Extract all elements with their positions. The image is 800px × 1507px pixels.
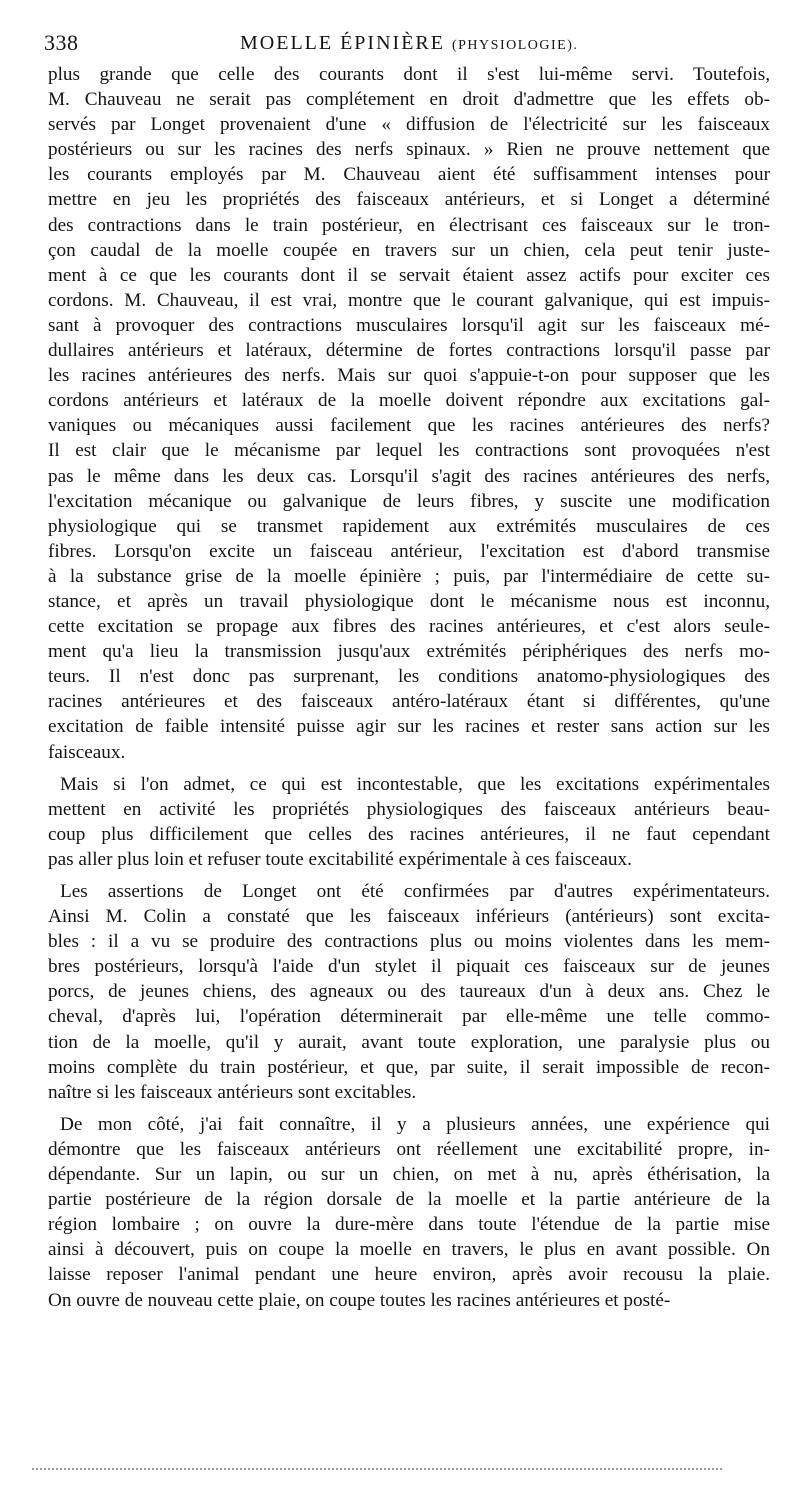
text-line: excitation de faible intensité puisse agir sur les racines et rester sans action sur les [48,716,770,738]
running-title [240,32,578,55]
paragraph [48,62,770,765]
page-number: 338 [44,30,79,55]
text-line: çon caudal de la moelle coupée en travers sur un chien, cela peut tenir juste- [48,239,770,261]
text-line: Les assertions de Longet ont été confirmées par d'autres expérimentateurs. [60,881,770,902]
text-line: vaniques ou mécaniques aussi facilement que les racines antérieures des nerfs? [48,415,770,437]
text-line: mettre en jeu les propriétés des faisceaux antérieurs, et si Longet a déterminé [48,189,770,211]
text-line: De mon côté, j'ai fait connaître, il y a plusieurs années, une expérience qui [60,1113,770,1135]
text-line: physiologique qui se transmet rapidement aux extrémités musculaires de ces [48,515,770,537]
text-line: les courants employés par M. Chauveau aient été suffisamment intenses pour [48,164,770,186]
text-line: M. Chauveau ne serait pas complétement en droit d'admettre que les effets ob- [48,89,770,111]
text-line: naître si les faisceaux antérieurs sont excitables. [48,1081,417,1103]
text-line: racines antérieures et des faisceaux antéro-latéraux étant si différentes, qu'une [48,691,770,713]
footer-rule [32,1468,722,1470]
text-line: Mais si l'on admet, ce qui est incontestable, que les excitations expérimentales [60,773,770,795]
text-line: cette excitation se propage aux fibres des racines antérieures, et c'est alors seule- [48,616,770,638]
text-line: faisceaux. [48,741,126,763]
paragraph [48,879,770,1105]
text-line: des contractions dans le train postérieur, en électrisant ces faisceaux sur le tron- [48,214,770,236]
text-line: cordons antérieurs et latéraux de la moelle doivent répondre aux excitations gal- [48,390,770,412]
text-line: les racines antérieures des nerfs. Mais sur quoi s'appuie-t-on pour supposer que les [48,365,770,387]
text-line: sant à provoquer des contractions musculaires lorsqu'il agit sur les faisceaux mé- [48,314,770,336]
text-line: démontre que les faisceaux antérieurs ont réellement une excitabilité propre, in- [48,1138,770,1160]
text-line: bres postérieurs, lorsqu'à l'aide d'un stylet il piquait ces faisceaux sur de jeunes [48,956,770,978]
paragraph-gap [48,1105,770,1112]
text-line: postérieurs ou sur les racines des nerfs spinaux. » Rien ne prouve nettement que [48,139,770,161]
text-line: dullaires antérieurs et latéraux, détermine de fortes contractions lorsqu'il passe par [48,340,770,362]
running-head [44,26,770,60]
body-text [48,62,770,1313]
text-line: ainsi à découvert, puis on coupe la moelle en travers, le plus en avant possible. On [48,1239,770,1261]
text-line: partie postérieure de la région dorsale de la moelle et la partie antérieure de la [48,1189,770,1211]
text-line: dépendante. Sur un lapin, ou sur un chien, on met à nu, après éthérisation, la [48,1164,770,1186]
text-line: On ouvre de nouveau cette plaie, on coupe toutes les racines antérieures et posté- [48,1289,671,1311]
running-title-sub: (PHYSIOLOGIE). [451,38,579,53]
text-line: laisse reposer l'animal pendant une heure environ, après avoir recousu la plaie. [48,1264,770,1286]
text-line: servés par Longet provenaient d'une « diffusion de l'électricité sur les faisceaux [48,114,770,136]
paragraph [48,1112,770,1313]
text-line: teurs. Il n'est donc pas surprenant, les conditions anatomo-physiologiques des [48,666,770,688]
text-line: fibres. Lorsqu'on excite un faisceau antérieur, l'excitation est d'abord transmise [48,540,770,562]
text-line: ment à ce que les courants dont il se servait étaient assez actifs pour exciter ces [48,264,770,286]
text-line: porcs, de jeunes chiens, des agneaux ou des taureaux d'un à deux ans. Chez le [48,981,770,1003]
text-line: région lombaire ; on ouvre la dure-mère dans toute l'étendue de la partie mise [48,1214,770,1236]
text-line: cheval, d'après lui, l'opération déterminerait par elle-même une telle commo- [48,1006,770,1028]
paragraph [48,772,770,872]
text-line: Il est clair que le mécanisme par lequel les contractions sont provoquées n'est [48,440,770,462]
text-line: tion de la moelle, qu'il y aurait, avant toute exploration, une paralysie plus ou [48,1031,770,1053]
text-line: à la substance grise de la moelle épinière ; puis, par l'intermédiaire de cette su- [48,565,770,587]
text-line: pas le même dans les deux cas. Lorsqu'il s'agit des racines antérieures des nerfs, [48,465,770,487]
text-line: Ainsi M. Colin a constaté que les faisceaux inférieurs (antérieurs) sont excita- [48,906,770,928]
text-line: cordons. M. Chauveau, il est vrai, montre que le courant galvanique, qui est impuis- [48,289,770,311]
text-line: coup plus difficilement que celles des racines antérieures, il ne faut cependant [48,823,770,845]
running-title-main: MOELLE ÉPINIÈRE [240,32,445,54]
text-line: moins complète du train postérieur, et que, par suite, il serait impossible de recon- [48,1056,770,1078]
text-line: ment qu'a lieu la transmission jusqu'aux extrémités périphériques des nerfs mo- [48,641,770,663]
text-line: l'excitation mécanique ou galvanique de leurs fibres, y suscite une modification [48,490,770,512]
text-line: stance, et après un travail physiologique dont le mécanisme nous est inconnu, [48,590,770,612]
paragraph-gap [48,765,770,772]
paragraph-gap [48,872,770,879]
text-line: plus grande que celle des courants dont il s'est lui-même servi. Toutefois, [48,64,770,85]
text-line: bles : il a vu se produire des contractions plus ou moins violentes dans les mem- [48,931,770,953]
text-line: mettent en activité les propriétés physiologiques des faisceaux antérieurs beau- [48,798,770,820]
text-line: pas aller plus loin et refuser toute excitabilité expérimentale à ces faisceaux. [48,848,632,870]
